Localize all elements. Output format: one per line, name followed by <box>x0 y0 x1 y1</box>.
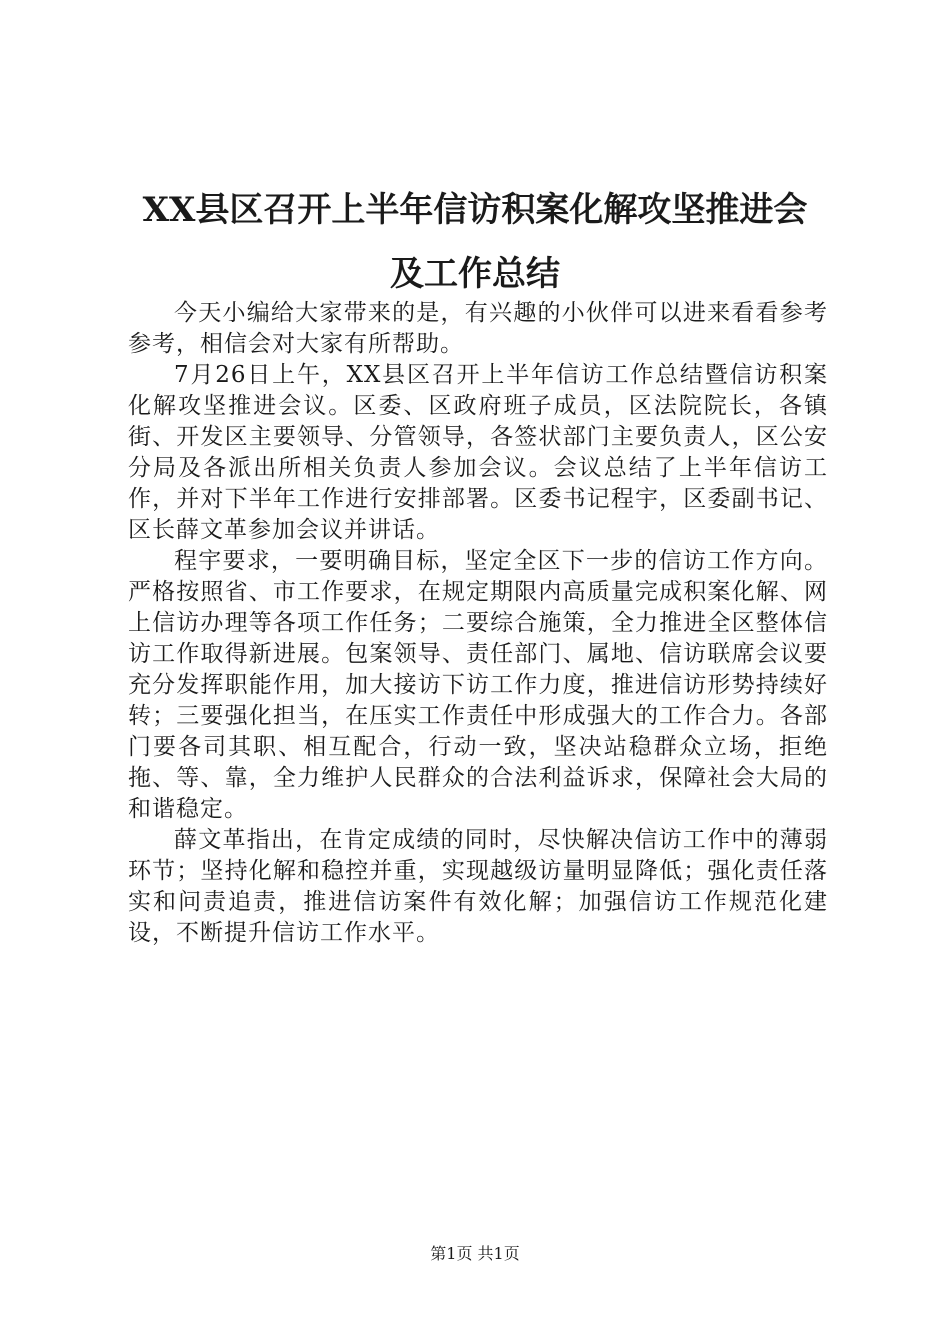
document-title <box>110 178 840 306</box>
title-line-1: XX县区召开上半年信访积案化解攻坚推进会 <box>142 190 808 230</box>
page-footer <box>0 1244 950 1264</box>
paragraph-intro: 今天小编给大家带来的是，有兴趣的小伙伴可以进来看看参考参考，相信会对大家有所帮助。 <box>128 300 828 357</box>
page-number-label: 第1页 共1页 <box>430 1244 520 1263</box>
paragraph-meeting: 7月26日上午，XX县区召开上半年信访工作总结暨信访积案化解攻坚推进会议。区委、区政府班子成员，区法院院长，各镇街、开发区主要领导、分管领导，各签状部门主要负责人，区公安分局及各派出所相关负责人参加会议。会议总结了上半年信访工作，并对下半年工作进行安排部署。区委书记程宇，区委副书记、区长薛文革参加会议并讲话。 <box>128 362 828 543</box>
paragraph-remarks: 薛文革指出，在肯定成绩的同时，尽快解决信访工作中的薄弱环节；坚持化解和稳控并重，实现越级访量明显降低；强化责任落实和问责追责，推进信访案件有效化解；加强信访工作规范化建设，不断提升信访工作水平。 <box>128 827 828 946</box>
title-line-2: 及工作总结 <box>390 254 560 294</box>
paragraph-requirements: 程宇要求，一要明确目标，坚定全区下一步的信访工作方向。严格按照省、市工作要求，在规定期限内高质量完成积案化解、网上信访办理等各项工作任务；二要综合施策，全力推进全区整体信访工作取得新进展。包案领导、责任部门、属地、信访联席会议要充分发挥职能作用，加大接访下访工作力度，推进信访形势持续好转；三要强化担当，在压实工作责任中形成强大的工作合力。各部门要各司其职、相互配合，行动一致，坚决站稳群众立场，拒绝拖、等、靠，全力维护人民群众的合法利益诉求，保障社会大局的和谐稳定。 <box>128 548 828 822</box>
document-body <box>128 298 828 949</box>
